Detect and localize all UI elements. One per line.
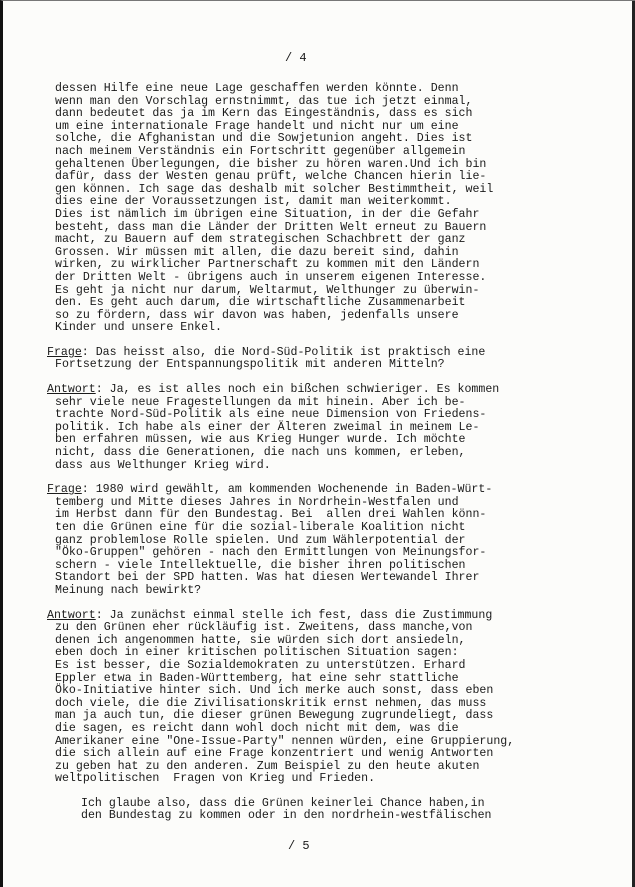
text-line: denen ich angenommen hatte, sie würden sich dort ansiedeln,: [55, 633, 466, 647]
text-line: macht, zu Bauern auf dem strategischen Schachbrett der ganz: [55, 233, 466, 247]
next-page-marker: / 5: [288, 839, 310, 853]
text-line: dessen Hilfe eine neue Lage geschaffen werden könnte. Denn: [55, 82, 459, 95]
paragraph: [55, 798, 615, 823]
speaker-label: Frage: [47, 483, 82, 497]
text-line: Es ist besser, die Sozialdemokraten zu unterstützen. Erhard: [55, 658, 466, 672]
speaker-label: Antwort: [47, 383, 96, 397]
text-line: die sich allein auf eine Frage konzentriert und wenig Antworten: [55, 747, 494, 761]
text-line: politik. Ich habe als einer der Älteren zweimal in meinem Le-: [55, 420, 480, 434]
line-text: : 1980 wird gewählt, am kommenden Wochenende in Baden-Würt-: [81, 483, 493, 497]
text-line: Ich glaube also, dass die Grünen keinerlei Chance haben,in: [81, 796, 485, 810]
text-line: "Öko-Gruppen" gehören - nach den Ermittlungen von Meinungsfor-: [55, 546, 487, 560]
text-line: wirken, zu wirklicher Partnerschaft zu kommen mit den Ländern: [55, 258, 480, 272]
text-line: [47, 384, 615, 397]
text-line: im Herbst dann für den Bundestag. Bei allen drei Wahlen könn-: [55, 508, 487, 522]
text-line: ben erfahren müssen, wie aus Krieg Hunger wurde. Ich möchte: [55, 433, 466, 447]
text-line: Eppler etwa in Baden-Württemberg, hat eine sehr stattliche: [55, 671, 459, 685]
document-body: [47, 82, 615, 823]
text-line: nach meinem Verständnis ein Fortschritt gegenüber allgemein: [55, 144, 466, 158]
text-line: den Bundestag zu kommen oder in den nordrhein-westfälischen: [81, 809, 492, 823]
text-line: weltpolitischen Fragen von Krieg und Frieden.: [55, 772, 376, 786]
text-line: dies eine der Voraussetzungen ist, damit man weiterkommt.: [55, 195, 452, 209]
text-line: ten die Grünen eine für die sozial-liberale Koalition nicht: [55, 521, 466, 534]
text-line: Fortsetzung der Entspannungspolitik mit anderen Mitteln?: [55, 358, 445, 372]
paragraph: [47, 345, 615, 372]
text-line: dass aus Welthunger Krieg wird.: [55, 458, 271, 472]
speaker-label: Antwort: [47, 608, 96, 622]
text-line: eben doch in einer kritischen politischen Situation sagen:: [55, 646, 459, 660]
paragraph: [47, 383, 615, 472]
text-line: den. Es geht auch darum, die wirtschaftliche Zusammenarbeit: [55, 296, 466, 310]
text-line: sehr viele neue Fragestellungen da mit hinein. Aber ich be-: [55, 395, 466, 409]
line-text: : Das heisst also, die Nord-Süd-Politik ist praktisch eine: [81, 345, 486, 359]
line-text: : Ja, es ist alles noch ein bißchen schwieriger. Es kommen: [95, 383, 500, 397]
text-line: Dies ist nämlich im übrigen eine Situation, in der die Gefahr: [55, 207, 480, 221]
paragraph: [47, 608, 615, 786]
text-line: temberg und Mitte dieses Jahres in Nordrhein-Westfalen und: [55, 495, 459, 509]
text-line: nicht, dass die Generationen, die nach uns kommen, erleben,: [55, 446, 466, 460]
text-line: Standort bei der SPD hatten. Was hat diesen Wertewandel Ihrer: [55, 571, 480, 585]
text-line: trachte Nord-Süd-Politik als eine neue Dimension von Friedens-: [55, 408, 487, 422]
text-line: Meinung nach bewirkt?: [55, 583, 202, 597]
text-line: Öko-Initiative hinter sich. Und ich merke auch sonst, dass eben: [55, 684, 494, 698]
text-line: die sagen, es reicht dann wohl doch nicht mit dem, was die: [55, 721, 459, 735]
text-line: Kinder und unsere Enkel.: [55, 321, 222, 335]
paragraph: [47, 483, 615, 597]
text-line: Grossen. Wir müssen mit allen, die dazu bereit sind, dahin: [55, 245, 459, 259]
text-line: so zu fördern, dass wir davon was haben, jedenfalls unsere: [55, 308, 459, 322]
text-line: zu geben hat zu den anderen. Zum Beispiel zu den heute akuten: [55, 759, 480, 773]
text-line: gehaltenen Überlegungen, die bisher zu hören waren.Und ich bin: [55, 157, 487, 171]
text-line: solche, die Afghanistan und die Sowjetunion angeht. Dies ist: [55, 132, 473, 146]
text-line: Amerikaner eine "One-Issue-Party" nennen würden, eine Gruppierung,: [55, 734, 515, 748]
text-line: ganz problemlose Rolle spielen. Und zum Wählerpotential der: [55, 533, 466, 547]
text-line: [47, 484, 615, 497]
page-number: / 4: [285, 51, 307, 65]
text-line: wenn man den Vorschlag ernstnimmt, das tue ich jetzt einmal,: [55, 94, 473, 108]
text-line: doch viele, die die Zivilisationskritik ernst nehmen, das muss: [55, 696, 487, 710]
paragraph: [55, 83, 615, 335]
text-line: um eine internationale Frage handelt und nicht nur um eine: [55, 119, 459, 133]
text-line: besteht, dass man die Länder der Dritten Welt erneut zu Bauern: [55, 220, 487, 234]
text-line: der Dritten Welt - übrigens auch in unserem eigenen Interesse.: [55, 270, 487, 284]
text-line: gen können. Ich sage das deshalb mit solcher Bestimmtheit, weil: [55, 182, 494, 196]
text-line: dafür, dass der Westen genau prüft, welche Chancen hierin lie-: [55, 170, 487, 184]
text-line: schern - viele Intellektuelle, die bisher ihren politischen: [55, 558, 466, 572]
text-line: zu den Grünen eher rückläufig ist. Zweitens, dass manche,von: [55, 621, 473, 635]
text-line: man ja auch tun, die dieser grünen Bewegung zugrundeliegt, dass: [55, 709, 494, 723]
speaker-label: Frage: [47, 345, 82, 359]
text-line: Es geht ja nicht nur darum, Weltarmut, Welthunger zu überwin-: [55, 283, 480, 297]
line-text: : Ja zunächst einmal stelle ich fest, dass die Zustimmung: [95, 608, 493, 622]
text-line: dann bedeutet das ja im Kern das Eingeständnis, dass es sich: [55, 107, 473, 121]
